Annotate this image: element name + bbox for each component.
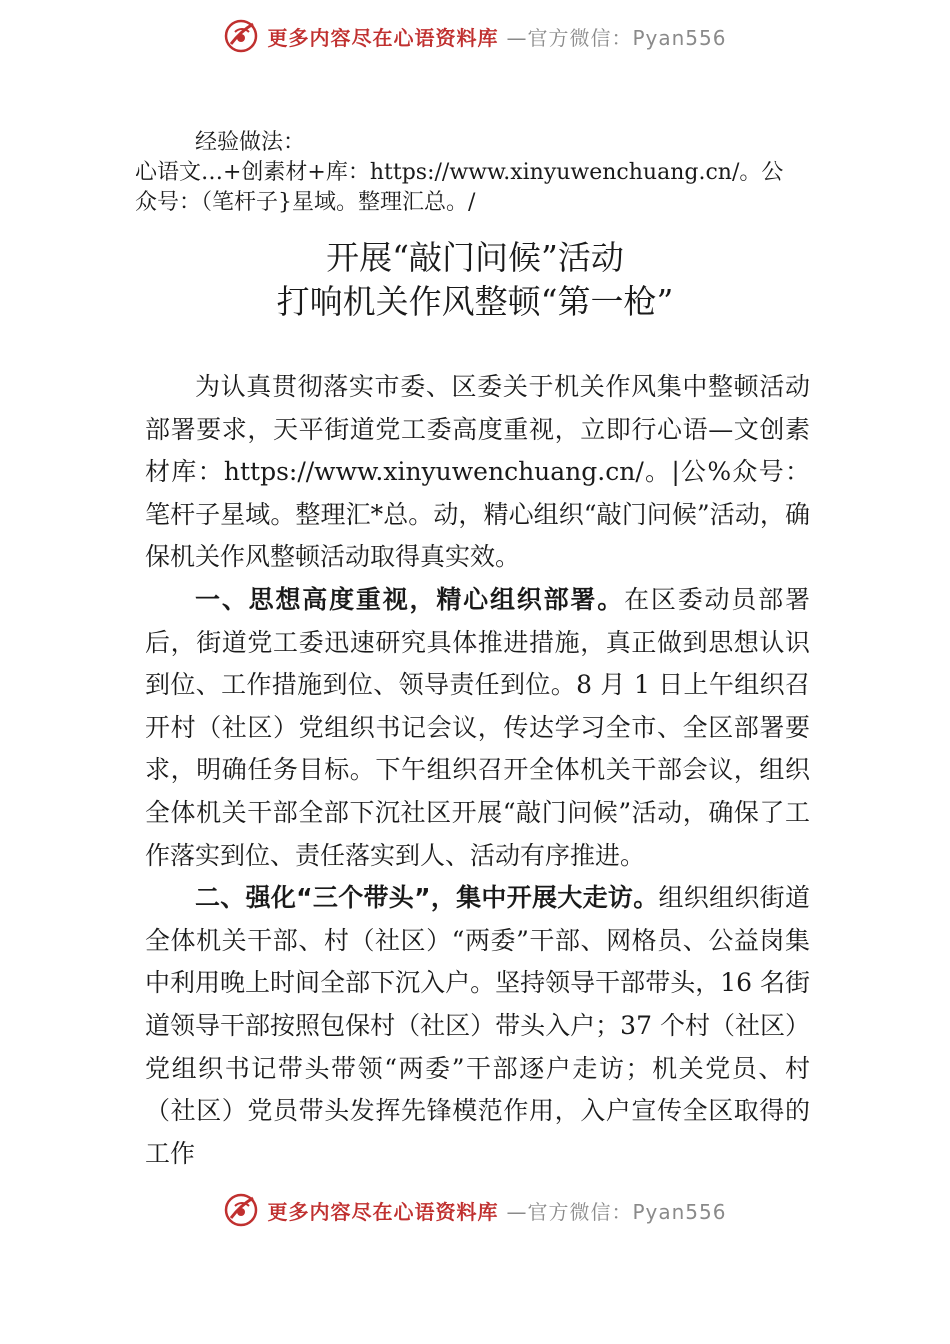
title-line-1: 开展“敲门问候”活动 xyxy=(326,238,624,277)
paragraph-section-2 xyxy=(145,877,810,1175)
logo-icon xyxy=(223,18,259,54)
title-line-2: 打响机关作风整顿“第一枪” xyxy=(276,282,674,321)
paragraph-section-1 xyxy=(145,579,810,877)
section-1-heading: 一、思想高度重视，精心组织部署。 xyxy=(195,584,625,614)
meta-line-3: 众号：（笔杆子}星域。整理汇总。/ xyxy=(135,190,476,215)
header-banner xyxy=(0,16,950,56)
banner-grey-text: —官方微信：Pyan556 xyxy=(506,25,727,50)
banner-grey-text: —官方微信：Pyan556 xyxy=(506,1199,727,1224)
section-2-text: 组织组织街道全体机关干部、村（社区）“两委”干部、网格员、公益岗集中利用晚上时间全部下沉入户。坚持领导干部带头，16 名街道领导干部按照包保村（社区）带头入户；37 个村（社区）党组织书记带头带领“两委”干部逐户走访；机关党员、村（社区）党员带头发挥先锋模范作用，入户宣传全区取得的工作 xyxy=(145,883,810,1168)
banner-red-text: 更多内容尽在心语资料库 xyxy=(267,1199,499,1224)
meta-line-1: 经验做法： xyxy=(195,130,306,155)
meta-line-2: 心语文…+创素材+库：https://www.xinyuwenchuang.cn/。公 xyxy=(135,160,784,185)
banner-red-text: 更多内容尽在心语资料库 xyxy=(267,25,499,50)
meta-block xyxy=(135,128,835,218)
footer-banner xyxy=(0,1190,950,1230)
document-body xyxy=(145,366,810,1175)
section-2-heading: 二、强化“三个带头”，集中开展大走访。 xyxy=(195,883,659,913)
section-1-text: 在区委动员部署后，街道党工委迅速研究具体推进措施，真正做到思想认识到位、工作措施到位、领导责任到位。8 月 1 日上午组织召开村（社区）党组织书记会议，传达学习全市、全区部署要求，明确任务目标。下午组织召开全体机关干部会议，组织全体机关干部全部下沉社区开展“敲门问候”活动，确保了工作落实到位、责任落实到人、活动有序推进。 xyxy=(145,584,810,870)
document-title xyxy=(0,236,950,324)
paragraph-intro: 为认真贯彻落实市委、区委关于机关作风集中整顿活动部署要求，天平街道党工委高度重视，立即行心语—文创素材库：https://www.xinyuwenchuang.cn/。|公%众号：笔杆子星域。整理汇*总。动，精心组织“敲门问候”活动，确保机关作风整顿活动取得真实效。 xyxy=(145,372,810,572)
logo-icon xyxy=(223,1192,259,1228)
